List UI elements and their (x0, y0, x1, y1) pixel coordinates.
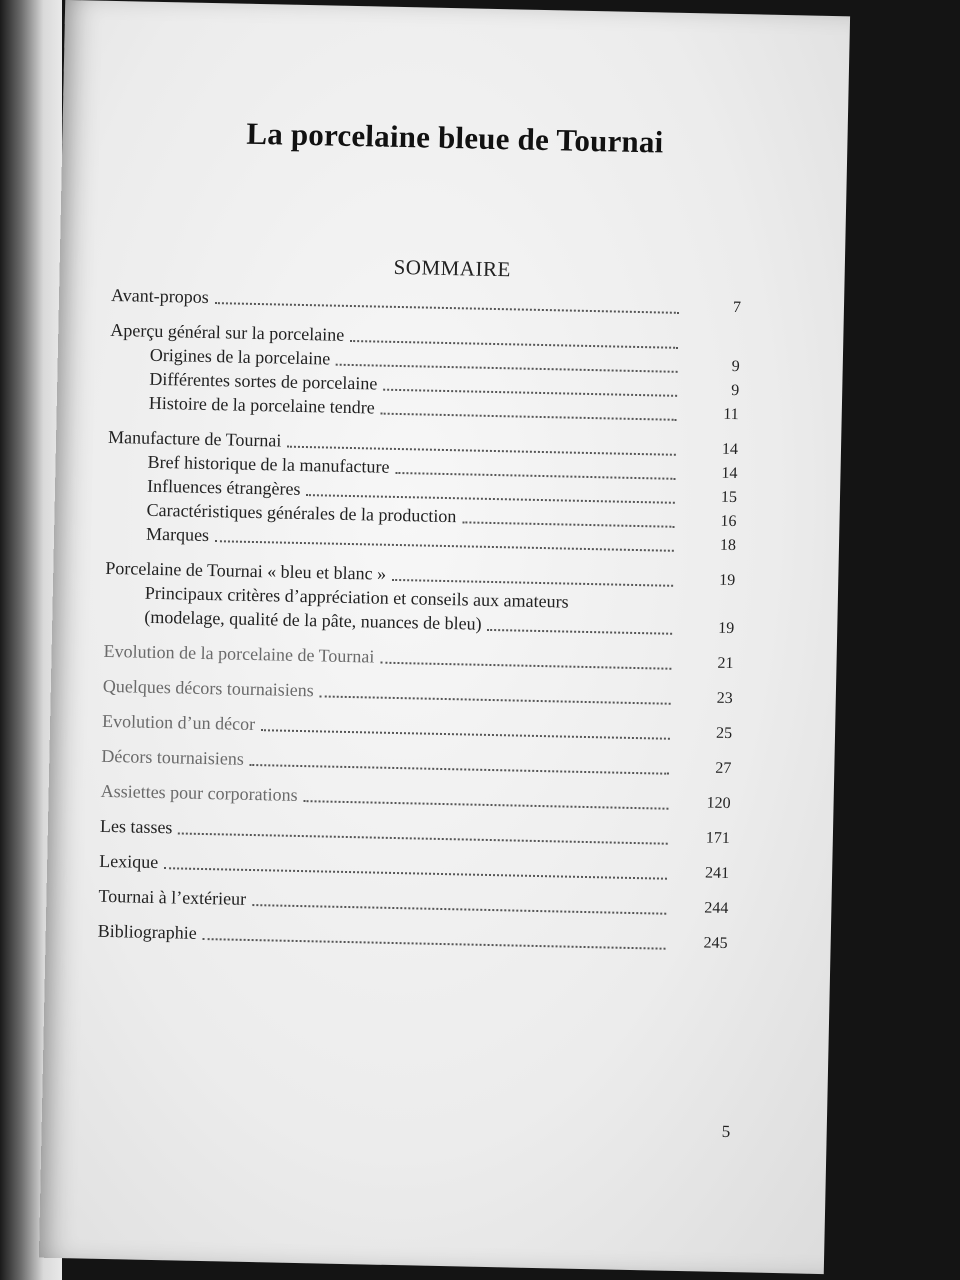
toc-entry-label: Evolution d’un décor (101, 710, 256, 735)
toc-entry-page: 245 (703, 934, 728, 952)
toc-entry-label: Marques (145, 523, 210, 546)
dot-leader (380, 662, 671, 670)
toc-group-apercu (109, 318, 741, 427)
toc-entry (98, 884, 728, 921)
toc-entry-tournai-exterieur (98, 884, 728, 921)
toc-entry-label: Avant-propos (110, 284, 209, 307)
toc-entry-label: Décors tournaisiens (101, 745, 245, 769)
dot-leader (215, 540, 674, 552)
dot-leader (462, 521, 674, 527)
toc-entry-evolution-decor (102, 709, 732, 746)
dot-leader (395, 472, 675, 480)
book-title: La porcelaine bleue de Tournai (246, 115, 664, 160)
toc-entry-bibliographie (98, 919, 728, 956)
toc-entry-page: 25 (715, 724, 733, 743)
toc-entry-page: 14 (721, 464, 738, 483)
toc-entry-label: Influences étrangères (146, 475, 301, 499)
toc-group-avant-propos (111, 283, 741, 320)
toc-entry-page: 11 (723, 405, 739, 424)
toc-entry-page: 9 (731, 381, 740, 400)
toc-entry-label: Origines de la porcelaine (149, 344, 331, 369)
toc-entry-label: Histoire de la porcelaine tendre (148, 392, 375, 418)
toc-entry (100, 779, 730, 816)
toc-entry-label: Porcelaine de Tournai « bleu et blanc » (105, 557, 387, 584)
dot-leader (215, 302, 679, 314)
dot-leader (392, 579, 673, 587)
toc-entry (111, 283, 741, 320)
toc-entry-quelques-decors (103, 674, 733, 711)
toc-subentry-line: Principaux critères d’appréciation et conseils aux amateurs (144, 582, 569, 612)
page-number: 5 (721, 1121, 731, 1142)
dot-leader (261, 729, 670, 740)
dot-leader (320, 695, 671, 704)
toc-entry (103, 674, 733, 711)
toc-entry-page: 9 (731, 357, 740, 376)
toc-entry-page: 27 (715, 759, 732, 778)
toc-entry-lexique (99, 849, 729, 886)
toc-entry-page: 19 (719, 571, 736, 590)
toc-group-manufacture (106, 425, 738, 558)
toc-entry (103, 639, 733, 676)
toc-entry-page: 171 (705, 829, 731, 848)
table-of-contents (97, 283, 741, 967)
toc-group-bleu-blanc (104, 556, 735, 641)
toc-entry-evolution-porcelaine (103, 639, 733, 676)
toc-heading: SOMMAIRE (393, 254, 512, 282)
toc-entry-page: 7 (732, 298, 742, 317)
toc-entry-label: Evolution de la porcelaine de Tournai (103, 640, 375, 667)
toc-entry-label: Quelques décors tournaisiens (102, 675, 315, 701)
dot-leader (381, 413, 677, 421)
toc-entry-label: Bibliographie (97, 920, 197, 943)
toc-entry-page: 244 (704, 899, 729, 918)
toc-entry-page: 21 (717, 654, 734, 673)
dot-leader (252, 904, 666, 915)
dot-leader (250, 764, 669, 775)
toc-entry-page: 241 (704, 864, 730, 883)
dot-leader (178, 832, 667, 844)
toc-entry (98, 919, 728, 956)
toc-entry-label: (modelage, qualité de la pâte, nuances de bleu) (144, 606, 482, 634)
toc-entry-label: Assiettes pour corporations (100, 780, 298, 805)
dot-leader (303, 800, 668, 810)
toc-entry-label: Aperçu général sur la porcelaine (110, 319, 345, 345)
book-page (39, 0, 850, 1274)
toc-entry-assiettes (100, 779, 730, 816)
dot-leader (164, 867, 667, 880)
toc-entry (102, 709, 732, 746)
toc-entry-page: 14 (721, 440, 739, 459)
toc-entry (99, 849, 729, 886)
toc-entry-label: Caractéristiques générales de la production (146, 499, 457, 527)
toc-entry-page: 18 (719, 536, 737, 555)
toc-entry-page: 120 (706, 794, 731, 813)
dot-leader (203, 938, 666, 950)
toc-entry-label: Les tasses (99, 815, 173, 838)
toc-entry-page: 15 (720, 488, 738, 507)
toc-entry-page: 23 (716, 689, 733, 708)
toc-entry-page: 19 (718, 619, 735, 638)
toc-entry-page: 16 (720, 512, 737, 531)
toc-entry (100, 814, 730, 851)
toc-entry-label: Manufacture de Tournai (107, 426, 282, 451)
toc-entry-label: Bref historique de la manufacture (147, 451, 390, 477)
toc-entry (101, 744, 731, 781)
dot-leader (487, 629, 672, 635)
toc-entry-tasses (100, 814, 730, 851)
toc-entry-label: Lexique (99, 850, 159, 873)
toc-entry-label: Tournai à l’extérieur (98, 885, 247, 909)
toc-entry-decors-tournaisiens (101, 744, 731, 781)
toc-entry-label: Différentes sortes de porcelaine (149, 368, 378, 394)
